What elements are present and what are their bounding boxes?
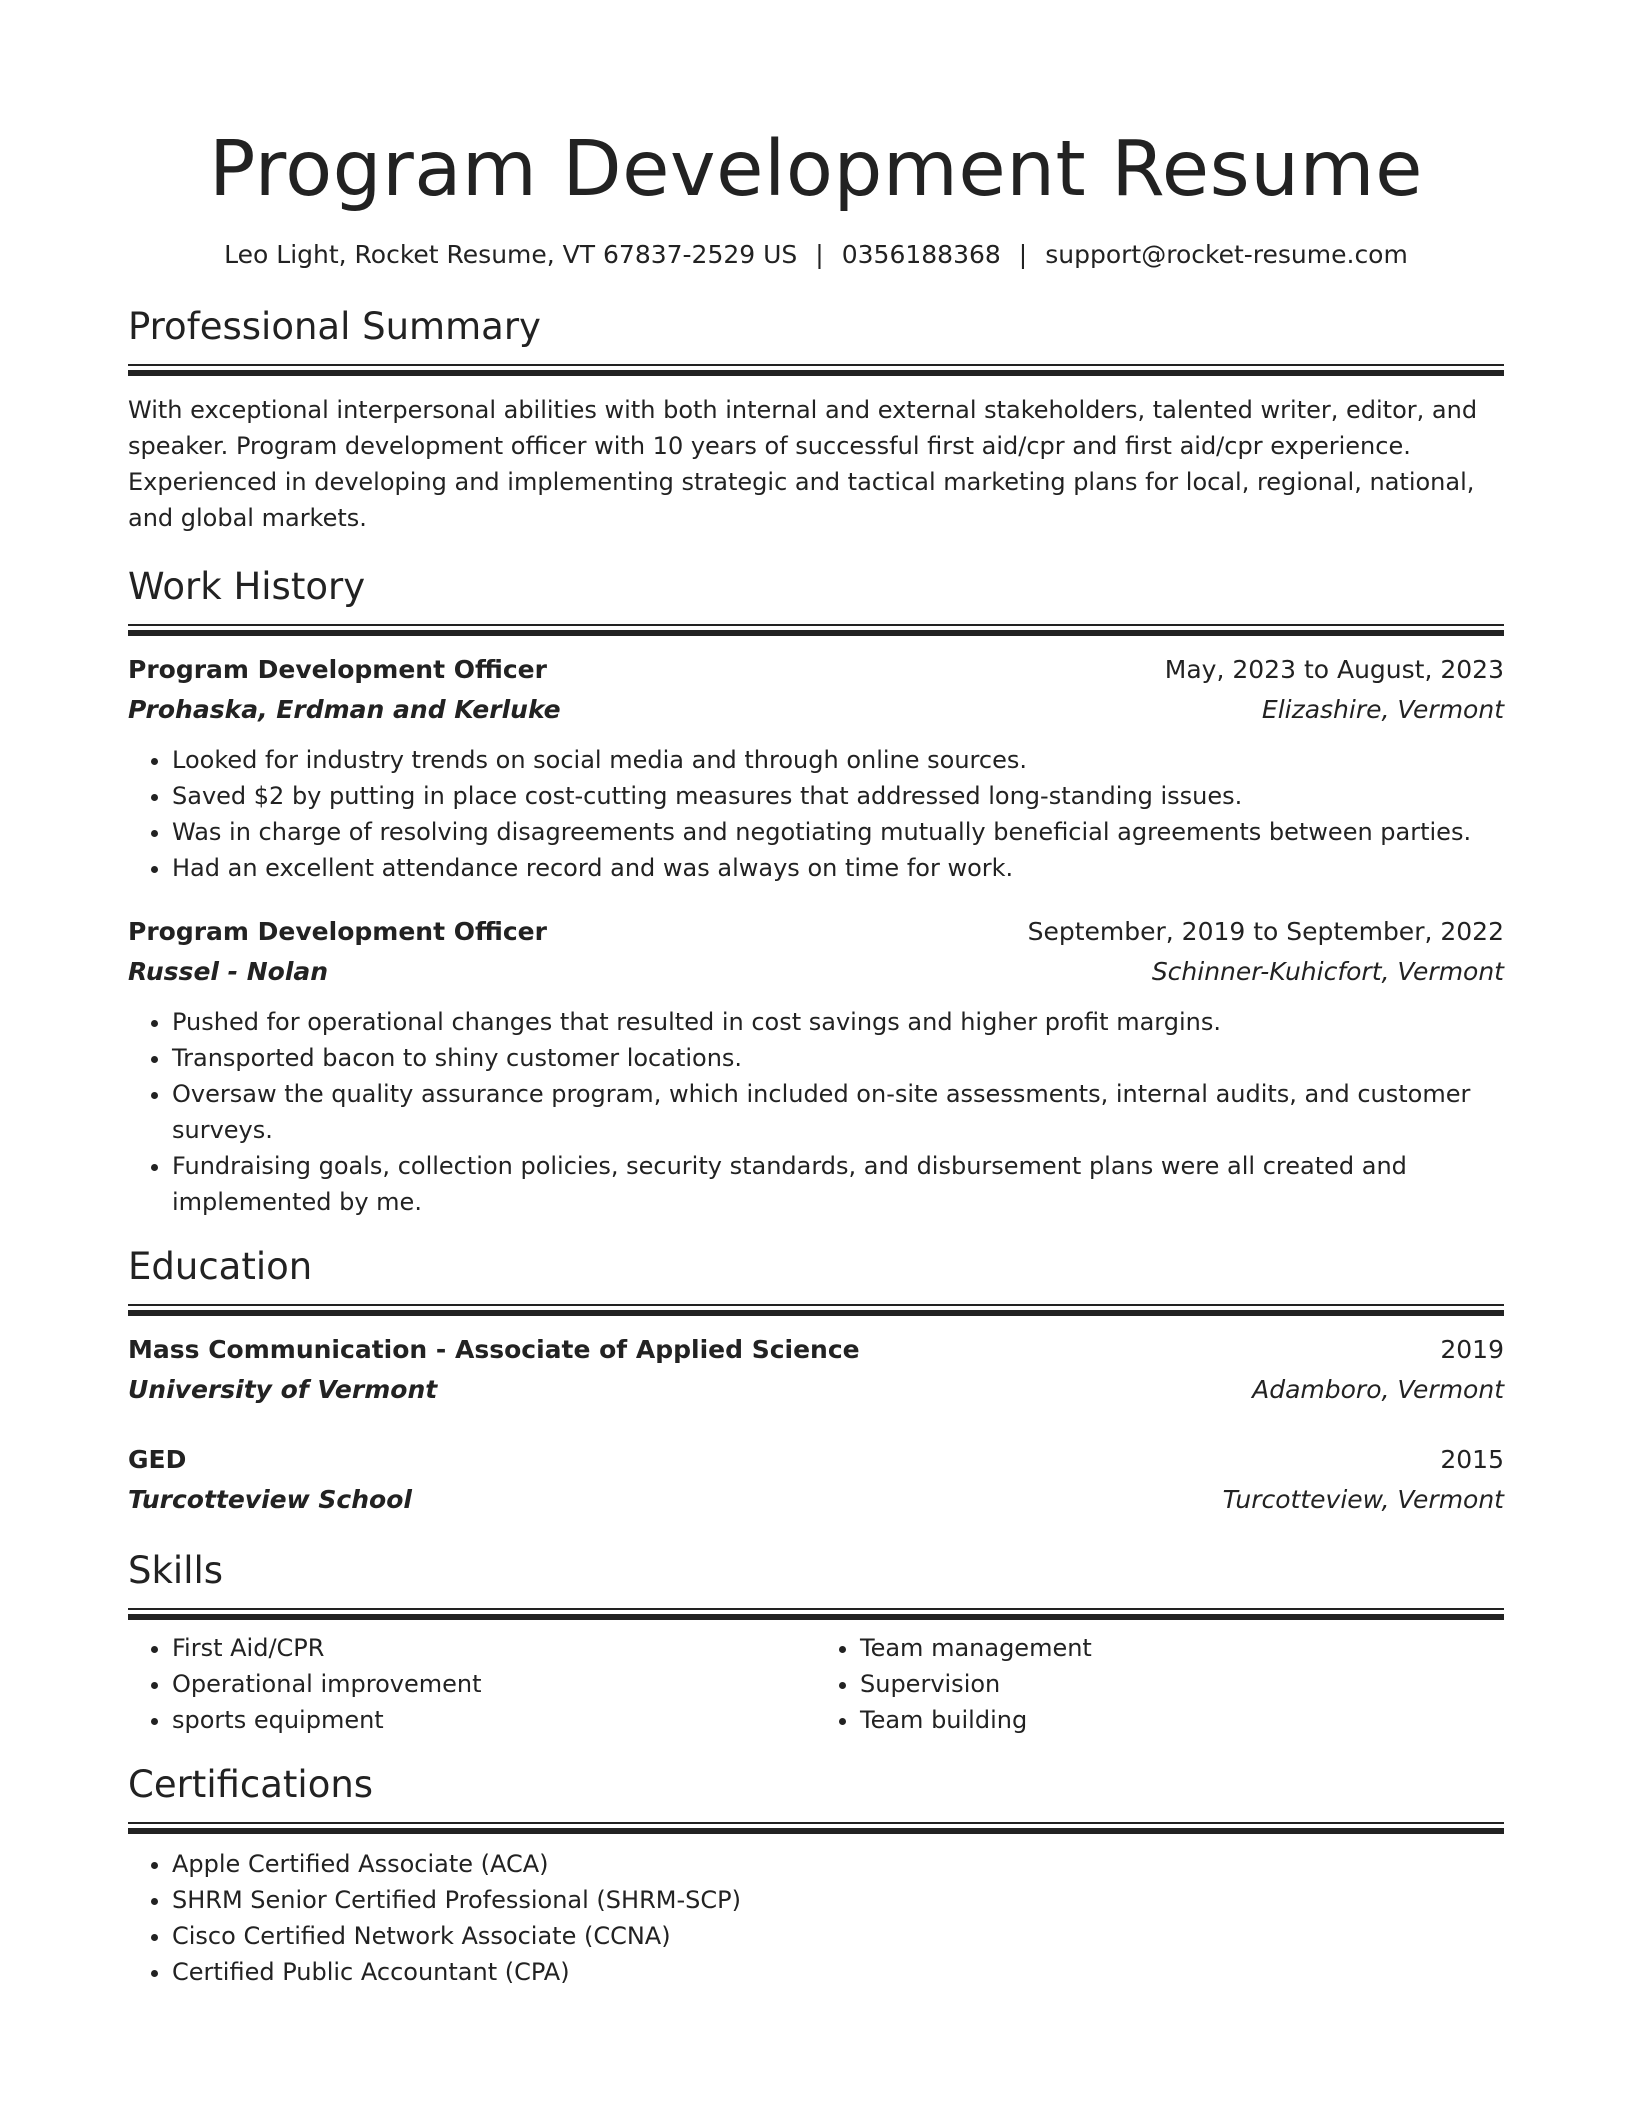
- section-heading-education: Education: [128, 1245, 313, 1288]
- certifications-list: [128, 1846, 1504, 1990]
- job-title: Program Development Officer: [128, 655, 547, 684]
- contact-separator: |: [815, 240, 824, 269]
- job-location: Elizashire, Vermont: [1261, 695, 1504, 724]
- list-item: • Apple Certified Associate (ACA): [172, 1846, 1504, 1882]
- skills-section: [128, 1548, 1504, 1738]
- list-item: • sports equipment: [172, 1702, 816, 1738]
- list-item: • Operational improvement: [172, 1666, 816, 1702]
- skills-list-right: [816, 1630, 1504, 1738]
- job-company: Prohaska, Erdman and Kerluke: [128, 695, 561, 724]
- job-dates: September, 2019 to September, 2022: [1027, 917, 1504, 946]
- education-header-row: [128, 1440, 1504, 1480]
- education-school-row: [128, 1370, 1504, 1410]
- job-header-row: [128, 650, 1504, 690]
- list-item: • Looked for industry trends on social media and through online sources.: [172, 742, 1504, 778]
- list-item: • Had an excellent attendance record and was always on time for work.: [172, 850, 1504, 886]
- job-entry: [128, 912, 1504, 1220]
- list-item: • Was in charge of resolving disagreements and negotiating mutually beneficial agreements between parties.: [172, 814, 1504, 850]
- section-heading-summary: Professional Summary: [128, 305, 541, 348]
- job-header-row: [128, 912, 1504, 952]
- list-item: • First Aid/CPR: [172, 1630, 816, 1666]
- contact-line: [128, 238, 1504, 272]
- list-item: • Team building: [860, 1702, 1504, 1738]
- education-degree: GED: [128, 1445, 187, 1474]
- section-heading-skills: Skills: [128, 1549, 224, 1592]
- skills-grid: [128, 1630, 1504, 1738]
- job-bullets: [128, 742, 1504, 886]
- list-item: • Cisco Certified Network Associate (CCNA): [172, 1918, 1504, 1954]
- education-year: 2015: [1440, 1445, 1504, 1474]
- job-bullets: [128, 1004, 1504, 1220]
- list-item: • Oversaw the quality assurance program, which included on-site assessments, internal audits, and customer surveys.: [172, 1076, 1504, 1148]
- page-title: Program Development Resume: [209, 125, 1423, 214]
- education-location: Adamboro, Vermont: [1252, 1375, 1504, 1404]
- education-school: Turcotteview School: [128, 1485, 412, 1514]
- list-item: • Saved $2 by putting in place cost-cutting measures that addressed long-standing issues.: [172, 778, 1504, 814]
- education-school-row: [128, 1480, 1504, 1520]
- list-item: • SHRM Senior Certified Professional (SHRM-SCP): [172, 1882, 1504, 1918]
- job-company-row: [128, 690, 1504, 730]
- education-section: [128, 1244, 1504, 1520]
- education-entry: [128, 1440, 1504, 1520]
- section-divider: [128, 1608, 1504, 1620]
- job-dates: May, 2023 to August, 2023: [1164, 655, 1504, 684]
- list-item: • Fundraising goals, collection policies, security standards, and disbursement plans were all created and implemented by me.: [172, 1148, 1504, 1220]
- education-school: University of Vermont: [128, 1375, 438, 1404]
- section-heading-certifications: Certifications: [128, 1763, 374, 1806]
- section-divider: [128, 624, 1504, 636]
- job-company-row: [128, 952, 1504, 992]
- section-divider: [128, 1304, 1504, 1316]
- certifications-section: [128, 1762, 1504, 1990]
- education-year: 2019: [1440, 1335, 1504, 1364]
- contact-email: support@rocket-resume.com: [1045, 240, 1408, 269]
- section-heading-work: Work History: [128, 565, 366, 608]
- education-header-row: [128, 1330, 1504, 1370]
- list-item: • Certified Public Accountant (CPA): [172, 1954, 1504, 1990]
- contact-address: Leo Light, Rocket Resume, VT 67837-2529 US: [224, 240, 798, 269]
- summary-section: [128, 304, 1504, 536]
- education-location: Turcotteview, Vermont: [1222, 1485, 1504, 1514]
- skills-list-left: [128, 1630, 816, 1738]
- list-item: • Pushed for operational changes that resulted in cost savings and higher profit margins.: [172, 1004, 1504, 1040]
- education-degree: Mass Communication - Associate of Applied Science: [128, 1335, 860, 1364]
- work-section: [128, 564, 1504, 1220]
- job-location: Schinner-Kuhicfort, Vermont: [1151, 957, 1504, 986]
- summary-text: With exceptional interpersonal abilities with both internal and external stakeholders, talented writer, editor, and speaker. Program development officer with 10 years of successful first aid/cpr and first aid/cpr experience. Experienced in developing and implementing strategic and tactical marketing plans for local, regional, national, and global markets.: [128, 396, 1478, 532]
- section-divider: [128, 1822, 1504, 1834]
- section-divider: [128, 364, 1504, 376]
- list-item: • Transported bacon to shiny customer locations.: [172, 1040, 1504, 1076]
- contact-phone: 0356188368: [841, 240, 1001, 269]
- list-item: • Supervision: [860, 1666, 1504, 1702]
- job-company: Russel - Nolan: [128, 957, 329, 986]
- job-entry: [128, 650, 1504, 886]
- contact-separator: |: [1018, 240, 1028, 269]
- list-item: • Team management: [860, 1630, 1504, 1666]
- education-entry: [128, 1330, 1504, 1410]
- job-title: Program Development Officer: [128, 917, 547, 946]
